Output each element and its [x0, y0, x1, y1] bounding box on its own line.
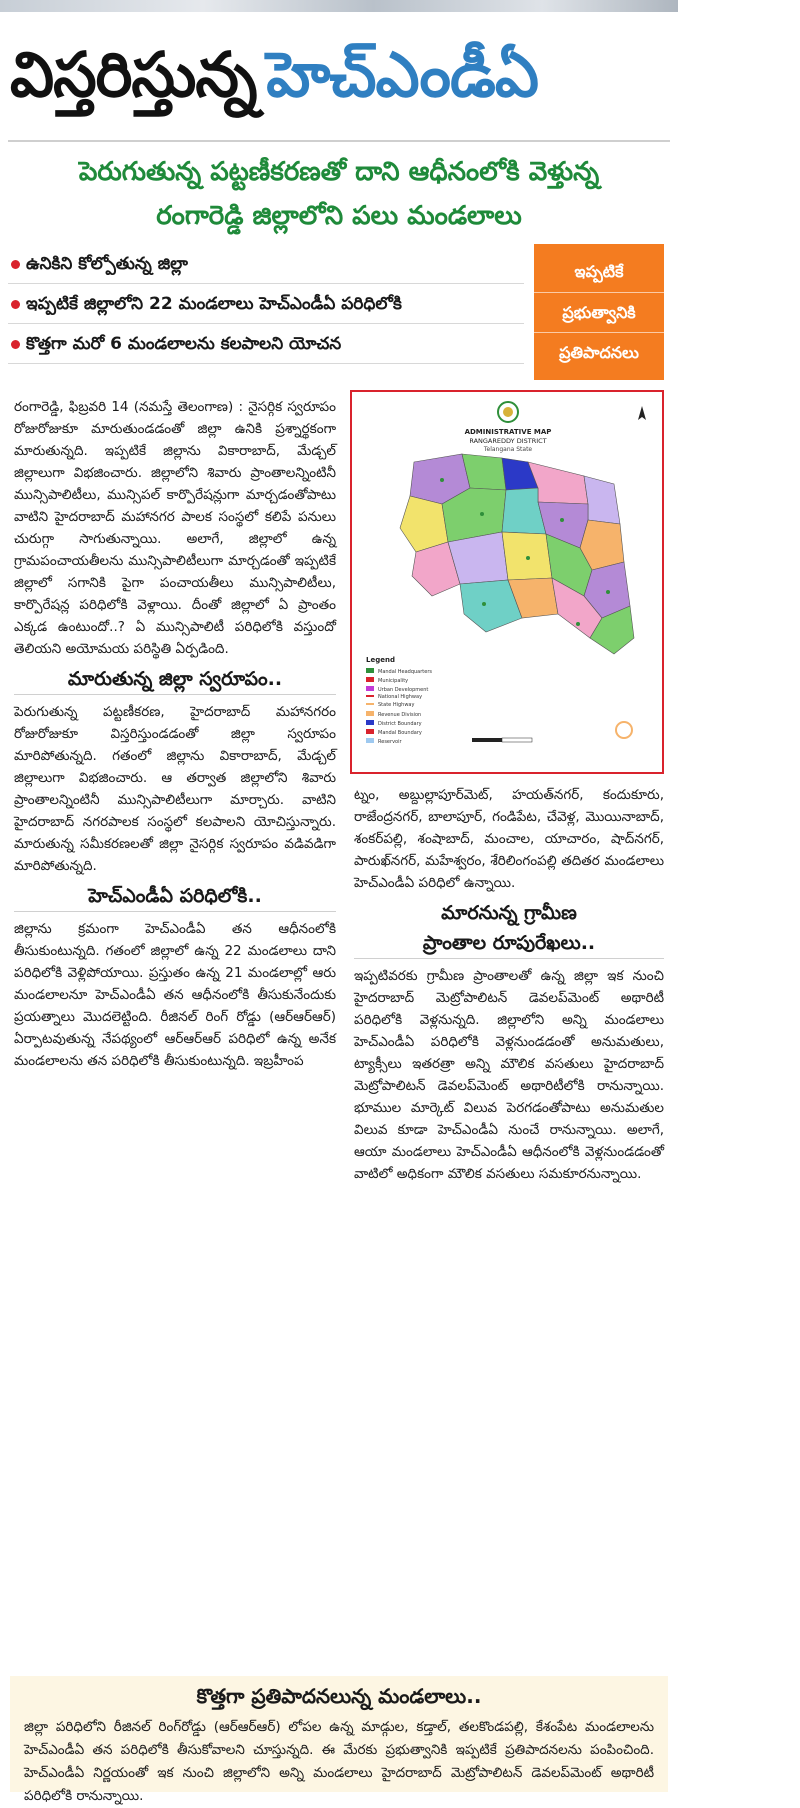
- new-proposals-title: కొత్తగా ప్రతిపాదనలున్న మండలాలు..: [196, 1684, 482, 1708]
- legend-title: Legend: [366, 656, 395, 664]
- legend-item: National Highway: [378, 694, 423, 700]
- map-marker: [440, 478, 444, 482]
- left-column: [14, 396, 336, 1072]
- legend-item: Mandal Boundary: [378, 730, 422, 736]
- scale-bar-segment: [502, 738, 532, 742]
- bullet-text: ఉనికిని కోల్పోతున్న జిల్లా: [26, 254, 188, 274]
- bullet-dot-icon: [11, 340, 20, 349]
- map-graphic: [352, 392, 662, 772]
- section-text-hmda-limits: జిల్లాను క్రమంగా హెచ్‌ఎండీఏ తన ఆధీనంలోకి తీసుకుంటున్నది. గతంలో జిల్లాలో ఉన్న 22 మండలాలు దాని పరిధిలోకి వెళ్లిపోయాయి. ప్రస్తుతం ఉన్న 21 మండలాల్లో ఆరు మండలాలనూ హెచ్‌ఎండీఏ తన ఆధీనంలోకి తీసుకునేందుకు ప్రయత్నాలు మొదలెట్టింది. రీజినల్ రింగ్ రోడ్డు (ఆర్ఆర్ఆర్) ఏర్పాటవుతున్న నేపథ్యంలో ఆర్ఆర్ఆర్ పరిధిలో ఉన్న అనేక మండలాలను తన పరిధిలోకి తీసుకుంటున్నది. ఇబ్రహీంప: [14, 921, 336, 1069]
- map-region: [584, 476, 620, 524]
- headline-part1: విస్తరిస్తున్న: [10, 38, 257, 111]
- new-proposals-text: జిల్లా పరిధిలోని రీజినల్ రింగ్‌రోడ్డు (ఆర్ఆర్ఆర్) లోపల ఉన్న మాడ్గుల, కడ్తాల్, తలకొండపల్లి, కేశంపేట మండలాలను హెచ్‌ఎండీఏ తన పరిధిలోకి తీసుకోవాలని చూస్తున్నది. ఈ మేరకు ప్రభుత్వానికి ఇప్పటికే ప్రతిపాదనలను పంపించింది. హెచ్‌ఎండీఏ నిర్ణయంతో ఇక నుంచి జిల్లాలోని అన్ని మండలాలు హైదరాబాద్ మెట్రోపాలిటన్ డెవలప్‌మెంట్ అథారిటీ పరిధిలోకి రానున్నాయి.: [24, 1719, 654, 1804]
- continued-paragraph: ట్నం, అబ్దుల్లాపూర్‌మెట్, హయత్‌నగర్, కందుకూరు, రాజేంద్రనగర్, బాలాపూర్, గండిపేట, చేవెళ్ల, మొయినాబాద్, శంకర్‌పల్లి, శంషాబాద్, మంచాల, యాచారం, షాద్‌నగర్, పారుఖ్‌నగర్, మహేశ్వరం, శేరిలింగంపల్లి తదితర మండలాలు హెచ్‌ఎండీఏ పరిధిలో ఉన్నాయి.: [354, 787, 664, 891]
- top-photo-strip: [0, 0, 678, 12]
- map-marker: [576, 622, 580, 626]
- legend-swatch: [366, 729, 374, 734]
- map-region: [400, 496, 448, 552]
- legend: [366, 668, 432, 745]
- headline: [10, 20, 670, 130]
- subheadline-line1: పెరుగుతున్న పట్టణీకరణతో దాని ఆధీనంలోకి వెళ్తున్న: [78, 157, 600, 187]
- legend-swatch: [366, 703, 374, 705]
- bullet-dot-icon: [11, 300, 20, 309]
- callout-line2: ప్రభుత్వానికి: [534, 292, 664, 332]
- north-arrow-icon: [638, 406, 646, 420]
- legend-item: Revenue Division: [378, 712, 422, 718]
- callout-line3: ప్రతిపాదనలు: [534, 332, 664, 372]
- legend-item: Reservoir: [378, 739, 402, 745]
- bullet-dot-icon: [11, 260, 20, 269]
- map-marker: [526, 556, 530, 560]
- legend-swatch: [366, 677, 374, 682]
- legend-item: Municipality: [378, 678, 409, 684]
- section-title-rural-areas-line1: మారనున్న గ్రామీణ: [441, 902, 577, 924]
- map-title: ADMINISTRATIVE MAP: [464, 428, 552, 436]
- map-marker: [480, 512, 484, 516]
- section-text-rural-areas: ఇప్పటివరకు గ్రామీణ ప్రాంతాలతో ఉన్న జిల్లా ఇక నుంచి హైదరాబాద్ మెట్రోపాలిటన్ డెవలప్‌మెంట్ అథారిటీ పరిధిలోకి వెళ్లనున్నది. జిల్లాలోని అన్ని మండలాలు హెచ్‌ఎండీఏ పరిధిలోకి వెళ్లనుండడంతో అనుమతులు, ట్యాక్సీలు ఇతరత్రా అన్ని మౌలిక వసతులు హైదరాబాద్ మెట్రోపాలిటన్ డెవలప్‌మెంట్ అథారిటీలోకి రానున్నాయి. భూముల మార్కెట్ విలువ పెరగడంతోపాటు అనుమతుల విలువ కూడా హెచ్‌ఎండీఏ నుంచే రానున్నాయి. అలాగే, ఆయా మండలాలు హెచ్‌ఎండీఏ ఆధీనంలోకి వెళ్లనుండడంతో వాటిలో అధికంగా మౌలిక వసతులు సమకూరనున్నాయి.: [354, 968, 664, 1182]
- map-marker: [560, 518, 564, 522]
- map-region: [502, 532, 552, 580]
- legend-swatch: [366, 738, 374, 743]
- legend-swatch: [366, 686, 374, 691]
- headline-part2: హెచ్‌ఎండీఏ: [266, 38, 538, 111]
- section-title-changing-district: మారుతున్న జిల్లా స్వరూపం..: [14, 664, 336, 695]
- bullet-text: కొత్తగా మరో 6 మండలాలను కలపాలని యోచన: [26, 334, 342, 354]
- legend-swatch: [366, 668, 374, 673]
- callout-line1: ఇప్పటికే: [574, 262, 624, 281]
- proposals-callout: [534, 244, 664, 380]
- subheadline-line2: రంగారెడ్డి జిల్లాలోని పలు మండలాలు: [156, 201, 522, 231]
- bullet-list: [8, 244, 524, 364]
- section-title-hmda-limits: హెచ్‌ఎండీఏ పరిధిలోకి..: [14, 881, 336, 912]
- agency-logo-icon: [616, 722, 632, 738]
- section-text-changing-district: పెరుగుతున్న పట్టణీకరణ, హైదరాబాద్ మహానగరం రోజురోజుకూ విస్తరిస్తుండడంతో జిల్లా స్వరూపం మారిపోతున్నది. గతంలో జిల్లాను వికారాబాద్, మేడ్చల్ జిల్లాలుగా విభజించారు. ఆ తర్వాత జిల్లాలోని శివారు ప్రాంతాలన్నింటినీ మున్సిపాలిటీలుగా మార్చారు. వాటిని హైదరాబాద్ నగరపాలక సంస్థలో కలపాలని యోచిస్తున్నారు. మారుతున్న సమీకరణలతో జిల్లా నైసర్గిక స్వరూపం వడివడిగా మారిపోతున్నది.: [14, 704, 336, 874]
- map-state: Telangana State: [483, 446, 533, 453]
- emblem-center: [503, 407, 513, 417]
- bullet-item: [8, 284, 524, 324]
- section-title-rural-areas-line2: ప్రాంతాల రూపురేఖలు..: [354, 928, 664, 959]
- right-column: [354, 784, 664, 1189]
- map-subtitle: RANGAREDDY DISTRICT: [469, 437, 547, 445]
- headline-divider: [8, 140, 670, 142]
- legend-item: Urban Development: [378, 687, 429, 693]
- legend-swatch: [366, 695, 374, 697]
- new-proposals-box: [10, 1676, 668, 1804]
- map-marker: [606, 590, 610, 594]
- map-marker: [482, 602, 486, 606]
- district-map: [350, 390, 664, 774]
- legend-item: District Boundary: [378, 721, 422, 727]
- bullet-item: [8, 324, 524, 364]
- legend-item: State Highway: [378, 702, 415, 708]
- legend-item: Mandal Headquarters: [378, 669, 432, 675]
- legend-swatch: [366, 720, 374, 725]
- legend-swatch: [366, 711, 374, 716]
- intro-paragraph: రంగారెడ్డి, ఫిబ్రవరి 14 (నమస్తే తెలంగాణ) : నైసర్గిక స్వరూపం రోజురోజుకూ మారుతుండడంతో జిల్లా ఉనికి ప్రశ్నార్థకంగా మారుతున్నది. ఇప్పటికే జిల్లాను వికారాబాద్, మేడ్చల్ జిల్లాలుగా విభజించారు. జిల్లాలోని శివారు ప్రాంతాలన్నింటినీ మున్సిపాలిటీలు, మున్సిపల్ కార్పొరేషన్లుగా మార్చడంతోపాటు వాటిని హైదరాబాద్ మహానగర పాలక సంస్థలో కలిపే పనులు చురుగ్గా సాగుతున్నాయి. అలాగే, జిల్లాలో ఉన్న గ్రామపంచాయతీలను మున్సిపాలిటీలుగా మార్చడంతో ఇప్పటికే జిల్లాలో సగానికి పైగా పంచాయతీలు మున్సిపాలిటీలు, కార్పొరేషన్ల పరిధిలోకి వెళ్లాయి. దీంతో జిల్లాలో ఏ ప్రాంతం ఎక్కడ ఉంటుందో..? ఏ మున్సిపాలిటీ పరిధిలోకి వస్తుందో తెలియని అయోమయ పరిస్థితి ఏర్పడింది.: [14, 399, 336, 657]
- bullet-text: ఇప్పటికే జిల్లాలోని 22 మండలాలు హెచ్‌ఎండీఏ పరిధిలోకి: [26, 294, 402, 314]
- bullet-item: [8, 244, 524, 284]
